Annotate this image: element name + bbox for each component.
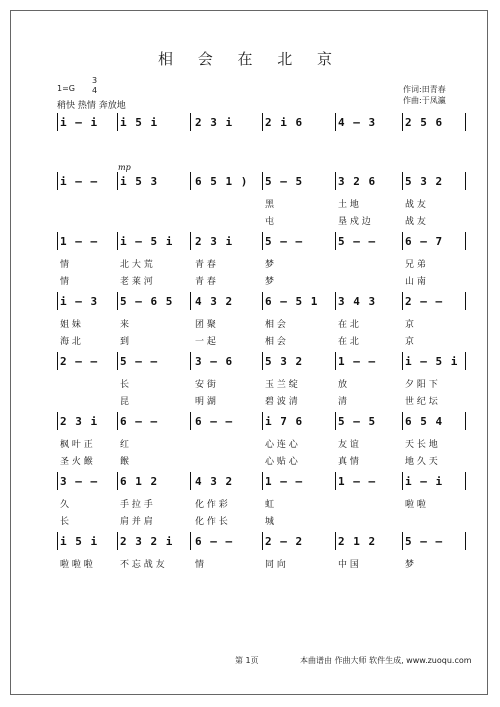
measure-notes: 1 – – xyxy=(265,475,304,488)
barline xyxy=(57,412,58,430)
notation-line xyxy=(0,355,500,371)
lyric-line xyxy=(0,317,500,333)
barline xyxy=(57,172,58,190)
measure-notes: 2 i 6 xyxy=(265,116,304,129)
lyric-text: 战 友 xyxy=(405,200,426,210)
lyric-text: 老 莱 河 xyxy=(120,277,153,287)
lyric-line xyxy=(0,257,500,273)
barline xyxy=(190,172,191,190)
notation-line xyxy=(0,295,500,311)
lyric-line xyxy=(0,214,500,230)
barline xyxy=(262,172,263,190)
lyric-text: 情 xyxy=(195,560,205,570)
lyric-text: 不 忘 战 友 xyxy=(120,560,165,570)
measure-notes: 5 3 2 xyxy=(405,175,444,188)
measure-notes: 5 – – xyxy=(265,235,304,248)
measure-notes: 3 4 3 xyxy=(338,295,377,308)
barline xyxy=(402,113,403,131)
lyricist-credit: 作词:田青春 xyxy=(403,85,446,94)
measure-notes: 5 – 5 xyxy=(338,415,377,428)
barline xyxy=(117,172,118,190)
lyric-line xyxy=(0,274,500,290)
barline xyxy=(117,472,118,490)
key-signature: 1=G xyxy=(57,84,75,93)
lyric-text: 虹 xyxy=(265,500,275,510)
measure-notes: 1 – – xyxy=(338,355,377,368)
barline xyxy=(190,232,191,250)
barline xyxy=(262,352,263,370)
lyric-text: 山 南 xyxy=(405,277,426,287)
measure-notes: 3 2 6 xyxy=(338,175,377,188)
lyric-line xyxy=(0,334,500,350)
barline xyxy=(262,232,263,250)
composer-credit: 作曲:于凤瀛 xyxy=(403,96,446,105)
lyric-text: 夕 阳 下 xyxy=(405,380,438,390)
lyric-text: 清 xyxy=(338,397,348,407)
measure-notes: 1 – – xyxy=(338,475,377,488)
barline xyxy=(465,172,466,190)
measure-notes: 2 1 2 xyxy=(338,535,377,548)
lyric-text: 情 xyxy=(60,277,70,287)
barline xyxy=(402,412,403,430)
barline xyxy=(190,412,191,430)
lyric-text: 地 久 天 xyxy=(405,457,438,467)
barline xyxy=(117,352,118,370)
lyric-text: 玉 兰 绽 xyxy=(265,380,298,390)
barline xyxy=(335,113,336,131)
measure-notes: 2 3 i xyxy=(60,415,99,428)
lyric-text: 明 湖 xyxy=(195,397,216,407)
barline xyxy=(402,472,403,490)
barline xyxy=(402,172,403,190)
lyric-text: 姐 妹 xyxy=(60,320,81,330)
lyric-text: 屯 xyxy=(265,217,275,227)
notation-line xyxy=(0,475,500,491)
lyric-text: 青 春 xyxy=(195,260,216,270)
barline xyxy=(335,232,336,250)
barline xyxy=(57,232,58,250)
lyric-line xyxy=(0,197,500,213)
measure-notes: 4 – 3 xyxy=(338,116,377,129)
lyric-text: 真 情 xyxy=(338,457,359,467)
measure-notes: i – – xyxy=(60,175,99,188)
barline xyxy=(335,412,336,430)
lyric-text: 相 会 xyxy=(265,320,286,330)
measure-notes: 5 – – xyxy=(405,535,444,548)
lyric-text: 心 贴 心 xyxy=(265,457,298,467)
lyric-line xyxy=(0,514,500,530)
barline xyxy=(117,532,118,550)
lyric-text: 青 春 xyxy=(195,277,216,287)
barline xyxy=(57,113,58,131)
lyric-text: 化 作 彩 xyxy=(195,500,228,510)
measure-notes: 1 – – xyxy=(60,235,99,248)
lyric-line xyxy=(0,454,500,470)
barline xyxy=(190,352,191,370)
lyric-text: 天 长 地 xyxy=(405,440,438,450)
lyric-text: 红 xyxy=(120,440,130,450)
lyric-text: 昆 xyxy=(120,397,130,407)
measure-notes: 6 – 5 1 xyxy=(265,295,319,308)
barline xyxy=(402,532,403,550)
lyric-text: 心 连 心 xyxy=(265,440,298,450)
measure-notes: 5 – – xyxy=(120,355,159,368)
lyric-text: 梦 xyxy=(405,560,415,570)
lyric-line xyxy=(0,394,500,410)
barline xyxy=(117,292,118,310)
measure-notes: 2 5 6 xyxy=(405,116,444,129)
measure-notes: i – 5 i xyxy=(405,355,459,368)
lyric-line xyxy=(0,497,500,513)
lyric-text: 世 纪 坛 xyxy=(405,397,438,407)
lyric-text: 梦 xyxy=(265,260,275,270)
measure-notes: i 5 i xyxy=(120,116,159,129)
lyric-text: 在 北 xyxy=(338,337,359,347)
notation-line xyxy=(0,175,500,191)
barline xyxy=(190,292,191,310)
measure-notes: 5 – – xyxy=(338,235,377,248)
barline xyxy=(117,412,118,430)
lyric-text: 垦 戍 边 xyxy=(338,217,371,227)
measure-notes: 2 3 i xyxy=(195,235,234,248)
measure-notes: 3 – 6 xyxy=(195,355,234,368)
barline xyxy=(465,472,466,490)
measure-notes: i 7 6 xyxy=(265,415,304,428)
lyric-text: 啦 啦 xyxy=(405,500,426,510)
lyric-text: 长 xyxy=(60,517,70,527)
lyric-text: 北 大 荒 xyxy=(120,260,153,270)
lyric-text: 城 xyxy=(265,517,275,527)
barline xyxy=(262,292,263,310)
lyric-text: 在 北 xyxy=(338,320,359,330)
score-sheet xyxy=(10,10,488,695)
barline xyxy=(262,532,263,550)
measure-notes: 6 – – xyxy=(120,415,159,428)
notation-line xyxy=(0,116,500,132)
barline xyxy=(190,532,191,550)
notation-line xyxy=(0,235,500,251)
barline xyxy=(57,472,58,490)
lyric-text: 手 拉 手 xyxy=(120,500,153,510)
tempo-marking: 稍快 热情 奔放地 xyxy=(57,101,126,111)
barline xyxy=(402,292,403,310)
lyric-text: 到 xyxy=(120,337,130,347)
measure-notes: 6 5 1 ) xyxy=(195,175,249,188)
measure-notes: 6 – – xyxy=(195,535,234,548)
barline xyxy=(117,113,118,131)
measure-notes: i 5 3 xyxy=(120,175,159,188)
lyric-text: 啦 啦 啦 xyxy=(60,560,93,570)
lyric-text: 化 作 长 xyxy=(195,517,228,527)
notation-line xyxy=(0,415,500,431)
measure-notes: 2 – – xyxy=(405,295,444,308)
measure-notes: i – 3 xyxy=(60,295,99,308)
lyric-line xyxy=(0,557,500,573)
lyric-text: 相 会 xyxy=(265,337,286,347)
barline xyxy=(335,532,336,550)
lyric-text: 肩 并 肩 xyxy=(120,517,153,527)
barline xyxy=(465,352,466,370)
lyric-text: 友 谊 xyxy=(338,440,359,450)
lyric-text: 长 xyxy=(120,380,130,390)
lyric-text: 京 xyxy=(405,320,415,330)
barline xyxy=(117,232,118,250)
lyric-text: 圣 火 餱 xyxy=(60,457,93,467)
lyric-text: 一 起 xyxy=(195,337,216,347)
barline xyxy=(402,352,403,370)
lyric-text: 碧 波 清 xyxy=(265,397,298,407)
barline xyxy=(262,472,263,490)
notation-line xyxy=(0,535,500,551)
barline xyxy=(335,292,336,310)
lyric-text: 战 友 xyxy=(405,217,426,227)
barline xyxy=(335,352,336,370)
measure-notes: 5 – 5 xyxy=(265,175,304,188)
lyric-text: 来 xyxy=(120,320,130,330)
lyric-text: 团 聚 xyxy=(195,320,216,330)
page-number: 第 1页 xyxy=(235,656,259,665)
measure-notes: 2 3 i xyxy=(195,116,234,129)
measure-notes: 4 3 2 xyxy=(195,475,234,488)
lyric-text: 放 xyxy=(338,380,348,390)
measure-notes: 5 – 6 5 xyxy=(120,295,174,308)
measure-notes: i – i xyxy=(405,475,444,488)
barline xyxy=(465,412,466,430)
measure-notes: i 5 i xyxy=(60,535,99,548)
barline xyxy=(262,412,263,430)
barline xyxy=(465,113,466,131)
measure-notes: 6 1 2 xyxy=(120,475,159,488)
lyric-text: 黑 xyxy=(265,200,275,210)
lyric-text: 餱 xyxy=(120,457,130,467)
lyric-text: 中 国 xyxy=(338,560,359,570)
measure-notes: 4 3 2 xyxy=(195,295,234,308)
lyric-line xyxy=(0,377,500,393)
barline xyxy=(57,292,58,310)
lyric-text: 同 向 xyxy=(265,560,286,570)
barline xyxy=(57,532,58,550)
barline xyxy=(402,232,403,250)
lyric-text: 安 街 xyxy=(195,380,216,390)
measure-notes: 2 3 2 i xyxy=(120,535,174,548)
measure-notes: 6 – 7 xyxy=(405,235,444,248)
barline xyxy=(190,472,191,490)
barline xyxy=(190,113,191,131)
lyric-line xyxy=(0,437,500,453)
measure-notes: 2 – 2 xyxy=(265,535,304,548)
measure-notes: 5 3 2 xyxy=(265,355,304,368)
lyric-text: 梦 xyxy=(265,277,275,287)
barline xyxy=(57,352,58,370)
lyric-text: 海 北 xyxy=(60,337,81,347)
dynamic-marking: mp xyxy=(118,163,131,172)
barline xyxy=(465,532,466,550)
barline xyxy=(262,113,263,131)
lyric-text: 情 xyxy=(60,260,70,270)
time-signature-top: 3 xyxy=(92,76,98,85)
song-title: 相 会 在 北 京 xyxy=(157,50,343,68)
measure-notes: i – i xyxy=(60,116,99,129)
lyric-text: 兄 弟 xyxy=(405,260,426,270)
measure-notes: 2 – – xyxy=(60,355,99,368)
measure-notes: 6 5 4 xyxy=(405,415,444,428)
barline xyxy=(335,472,336,490)
barline xyxy=(465,292,466,310)
lyric-text: 土 地 xyxy=(338,200,359,210)
lyric-text: 京 xyxy=(405,337,415,347)
measure-notes: 6 – – xyxy=(195,415,234,428)
barline xyxy=(335,172,336,190)
barline xyxy=(465,232,466,250)
lyric-text: 久 xyxy=(60,500,70,510)
lyric-text: 枫 叶 正 xyxy=(60,440,93,450)
measure-notes: 3 – – xyxy=(60,475,99,488)
measure-notes: i – 5 i xyxy=(120,235,174,248)
time-signature-bottom: 4 xyxy=(92,86,98,95)
generator-note: 本曲谱由 作曲大师 软件生成, www.zuoqu.com xyxy=(300,656,472,665)
